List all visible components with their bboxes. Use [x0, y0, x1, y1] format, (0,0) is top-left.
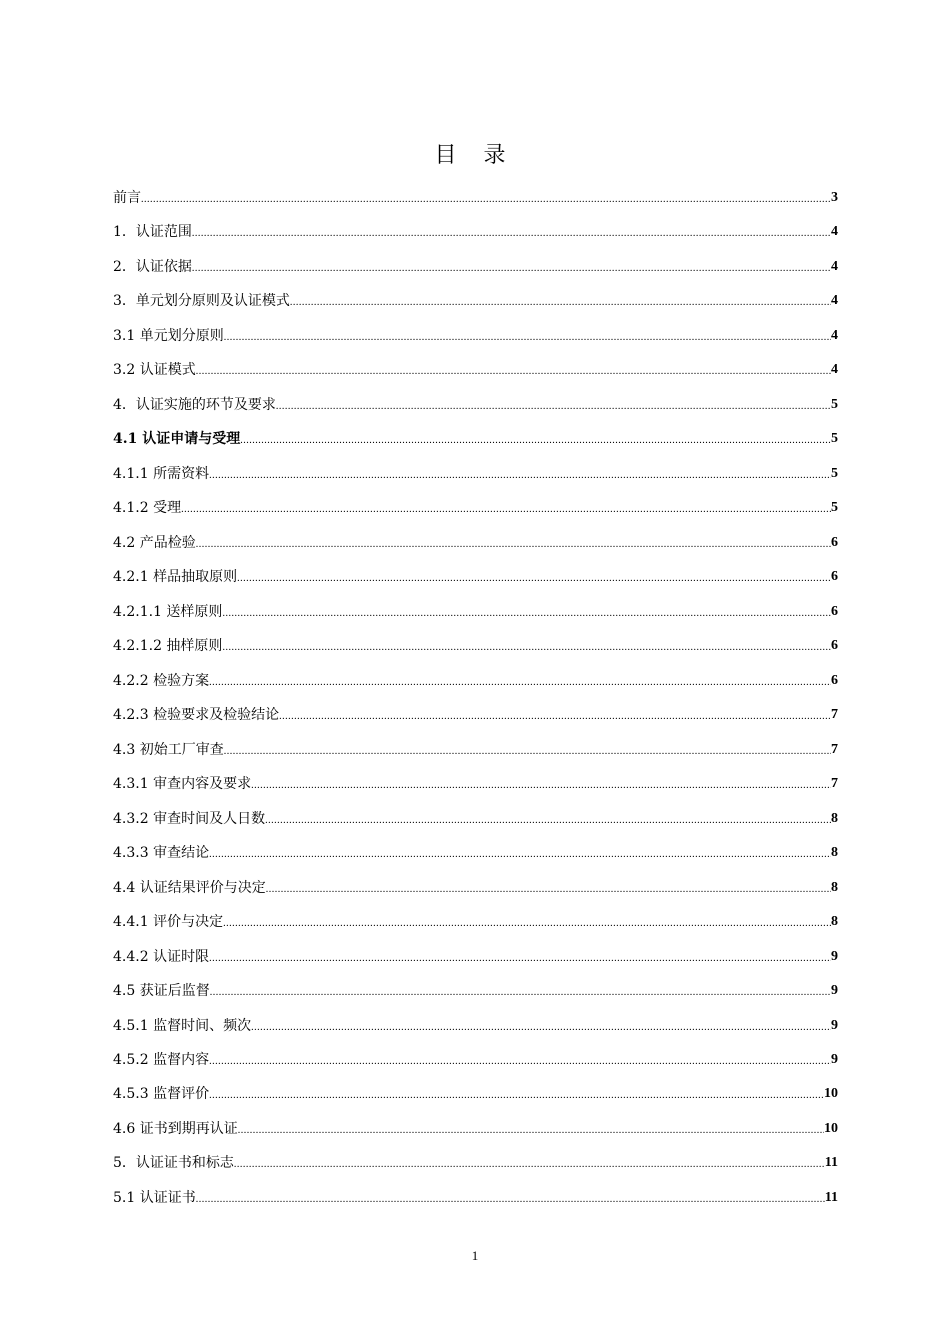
toc-entry-page: 8 — [831, 914, 838, 930]
toc-entry[interactable] — [113, 222, 838, 242]
dot-leader — [209, 468, 831, 484]
toc-entry-label: 3.2 认证模式 — [113, 362, 196, 379]
toc-entry-label: 4.3.2 审查时间及人日数 — [113, 810, 266, 827]
toc-entry-label: 5．认证证书和标志 — [113, 1155, 234, 1172]
dot-leader — [265, 813, 831, 829]
toc-entry[interactable] — [113, 636, 838, 656]
dot-leader — [224, 744, 831, 760]
dot-leader — [251, 778, 831, 794]
dot-leader — [238, 1123, 824, 1139]
toc-entry[interactable] — [113, 843, 838, 863]
toc-entry-label: 4.2.1.2 抽样原则 — [113, 638, 223, 655]
dot-leader — [223, 916, 831, 932]
toc-entry-label: 3．单元划分原则及认证模式 — [113, 293, 290, 310]
toc-entry-page: 5 — [831, 500, 838, 516]
toc-entry-page: 11 — [824, 1189, 838, 1205]
toc-entry-label: 4.3.3 审查结论 — [113, 845, 210, 862]
dot-leader — [210, 985, 831, 1001]
dot-leader — [196, 537, 831, 553]
dot-leader — [266, 882, 831, 898]
toc-entry-label: 4.4.2 认证时限 — [113, 948, 210, 965]
toc-entry-page: 6 — [831, 534, 838, 550]
dot-leader — [141, 192, 831, 208]
dot-leader — [276, 399, 831, 415]
toc-entry-page: 10 — [824, 1120, 838, 1136]
dot-leader — [196, 1192, 825, 1208]
toc-entry-page: 8 — [831, 810, 838, 826]
toc-entry-label: 4.2 产品检验 — [113, 534, 196, 551]
dot-leader — [209, 1054, 831, 1070]
toc-entry-label: 前言 — [113, 190, 141, 206]
toc-entry[interactable] — [113, 1050, 838, 1070]
toc-entry-label: 5.1 认证证书 — [113, 1189, 196, 1206]
toc-entry[interactable] — [113, 188, 838, 208]
toc-entry[interactable] — [113, 429, 838, 449]
toc-entry-page: 9 — [831, 1052, 838, 1067]
toc-entry-page: 7 — [831, 741, 838, 757]
toc-entry-page: 7 — [831, 707, 838, 723]
toc-entry-page: 4 — [831, 224, 838, 240]
toc-entry-label: 3.1 单元划分原则 — [113, 327, 224, 344]
toc-entry-page: 9 — [831, 948, 838, 964]
toc-entry-page: 6 — [831, 569, 838, 585]
dot-leader — [251, 1020, 831, 1036]
toc-title: 目 录 — [434, 143, 516, 168]
toc-entry[interactable] — [113, 1084, 838, 1104]
toc-entry[interactable] — [113, 395, 838, 415]
toc-entry-page: 9 — [831, 983, 838, 999]
dot-leader — [224, 330, 831, 346]
toc-entry-page: 11 — [824, 1155, 838, 1171]
toc-entry[interactable] — [113, 774, 838, 794]
toc-entry-label: 4.3 初始工厂审查 — [113, 741, 224, 758]
toc-entry[interactable] — [113, 912, 838, 932]
dot-leader — [279, 709, 831, 725]
toc-entry-page: 6 — [831, 638, 838, 654]
toc-entry-page: 5 — [831, 396, 838, 412]
toc-entry[interactable] — [113, 257, 838, 277]
toc-entry[interactable] — [113, 326, 838, 346]
dot-leader — [240, 433, 831, 449]
toc-entry-label: 1．认证范围 — [113, 224, 192, 241]
toc-entry-page: 8 — [831, 845, 838, 861]
toc-entry-label: 4.1 认证申请与受理 — [113, 431, 241, 448]
toc-entry-page: 4 — [831, 258, 838, 274]
dot-leader — [290, 295, 831, 311]
toc-entry[interactable] — [113, 1119, 838, 1139]
dot-leader — [181, 502, 831, 518]
toc-entry-label: 4.5.2 监督内容 — [113, 1052, 210, 1068]
toc-entry[interactable] — [113, 947, 838, 967]
toc-entry-page: 9 — [831, 1017, 838, 1033]
toc-entry-label: 4.2.3 检验要求及检验结论 — [113, 707, 280, 724]
toc-entry-page: 7 — [831, 776, 838, 792]
toc-entry[interactable] — [113, 671, 838, 691]
toc-entry-label: 4.2.1 样品抽取原则 — [113, 569, 238, 586]
toc-entry-label: 2．认证依据 — [113, 258, 192, 275]
toc-entry[interactable] — [113, 705, 838, 725]
toc-entry[interactable] — [113, 498, 838, 518]
toc-entry[interactable] — [113, 740, 838, 760]
dot-leader — [234, 1157, 825, 1173]
page-number: 1 — [471, 1248, 479, 1263]
toc-entry-label: 4.4 认证结果评价与决定 — [113, 879, 266, 896]
toc-entry-label: 4.2.2 检验方案 — [113, 672, 210, 689]
toc-entry-label: 4.5 获证后监督 — [113, 983, 210, 1000]
dot-leader — [209, 675, 831, 691]
toc-entry-label: 4.5.1 监督时间、频次 — [113, 1017, 252, 1034]
toc-entry-page: 4 — [831, 327, 838, 343]
toc-entry-label: 4.3.1 审查内容及要求 — [113, 776, 252, 793]
toc-entry[interactable] — [113, 878, 838, 898]
toc-entry[interactable] — [113, 1153, 838, 1173]
toc-entry-label: 4.4.1 评价与决定 — [113, 914, 224, 931]
toc-entry-page: 3 — [831, 190, 838, 205]
toc-entry-label: 4．认证实施的环节及要求 — [113, 396, 276, 413]
toc-entry-page: 5 — [831, 431, 838, 447]
toc-entry-label: 4.1.1 所需资料 — [113, 465, 210, 482]
dot-leader — [192, 226, 831, 242]
dot-leader — [209, 951, 831, 967]
toc-entry[interactable] — [113, 464, 838, 484]
toc-entry-page: 4 — [831, 362, 838, 378]
toc-entry-page: 4 — [831, 293, 838, 309]
dot-leader — [192, 261, 831, 277]
toc-entry-page: 10 — [824, 1086, 838, 1102]
toc-entry-page: 5 — [831, 465, 838, 481]
toc-entry[interactable] — [113, 981, 838, 1001]
dot-leader — [196, 364, 831, 380]
toc-entry[interactable] — [113, 533, 838, 553]
toc-entry-page: 6 — [831, 672, 838, 688]
toc-entry[interactable] — [113, 809, 838, 829]
toc-entry[interactable] — [113, 360, 838, 380]
toc-entry-page: 6 — [831, 603, 838, 619]
toc-entry-label: 4.6 证书到期再认证 — [113, 1120, 238, 1137]
toc-entry[interactable] — [113, 602, 838, 622]
toc-entry-label: 4.5.3 监督评价 — [113, 1086, 210, 1103]
toc-entry-page: 8 — [831, 879, 838, 895]
dot-leader — [209, 1088, 824, 1104]
dot-leader — [237, 571, 831, 587]
toc-entry-label: 4.1.2 受理 — [113, 500, 182, 517]
dot-leader — [209, 847, 831, 863]
dot-leader — [222, 606, 831, 622]
toc-entry[interactable] — [113, 567, 838, 587]
dot-leader — [222, 640, 831, 656]
toc-entry[interactable] — [113, 1188, 838, 1208]
toc-entry[interactable] — [113, 291, 838, 311]
toc-entry-label: 4.2.1.1 送样原则 — [113, 603, 223, 620]
toc-entry[interactable] — [113, 1016, 838, 1036]
